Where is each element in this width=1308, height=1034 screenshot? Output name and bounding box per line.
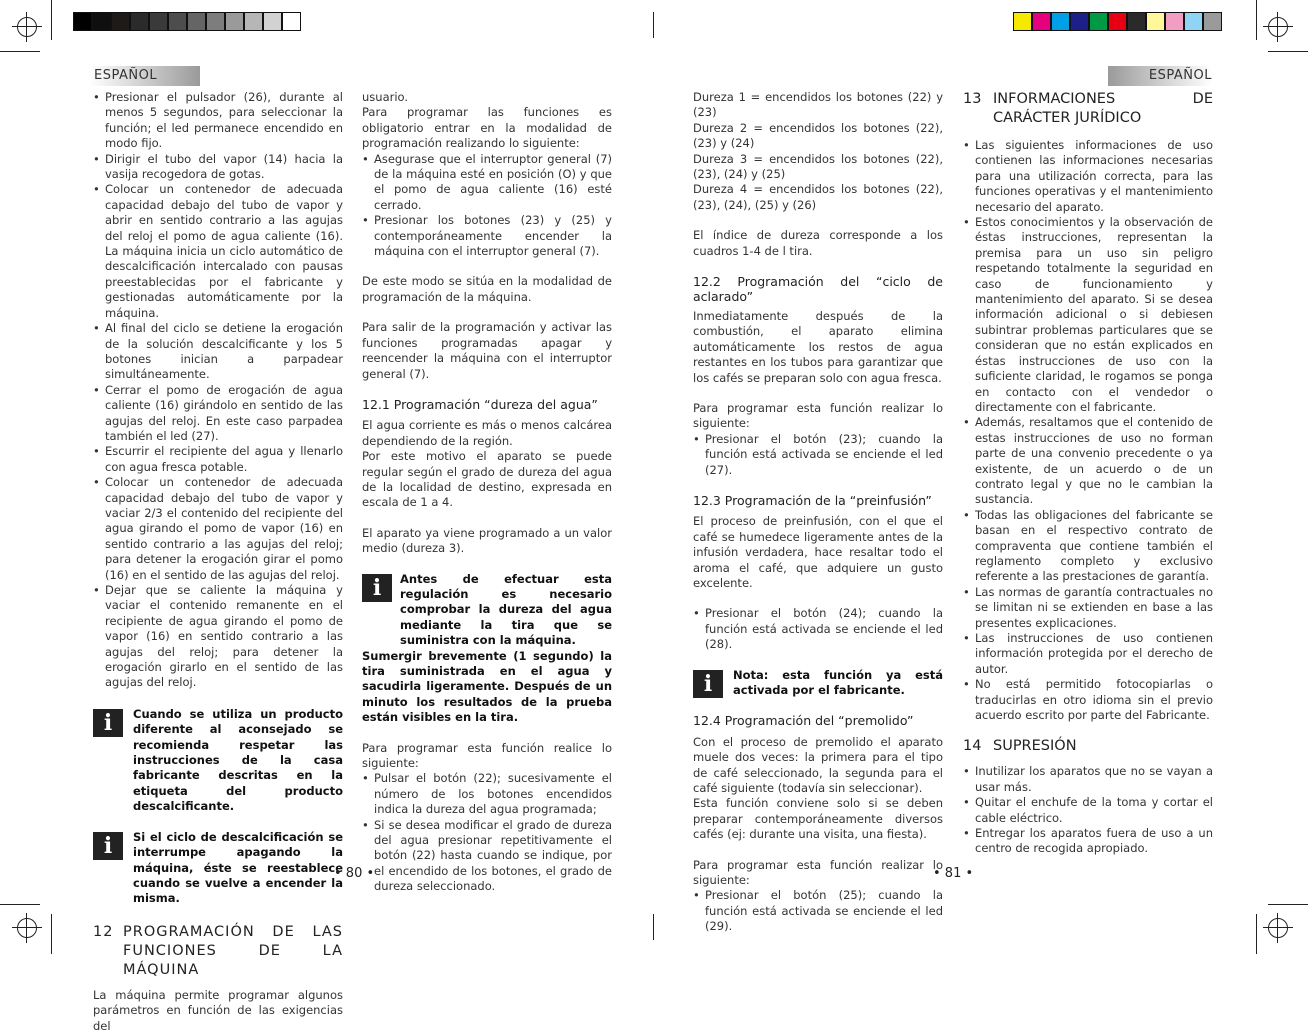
- language-label: ESPAÑOL: [1148, 68, 1212, 83]
- section-heading-13: 13 INFORMACIONES DE CARÁCTER JURÍDICO: [963, 91, 1213, 126]
- subsection-heading-12-4: 12.4 Programación del “premolido”: [693, 713, 914, 729]
- subsection-heading-12-1: 12.1 Programación “dureza del agua”: [362, 396, 598, 412]
- language-label: ESPAÑOL: [94, 68, 158, 83]
- paragraph: Por este motivo el aparato se puede regular según el grado de dureza del agua de la localidad de destino, expresada en escala de 1 a 4.: [362, 449, 612, 510]
- registration-mark-top-right: [1268, 17, 1288, 37]
- note-text: Sumergir brevemente (1 segundo) la tira suministrada en el agua y sacudirla ligeramente. Después de un minuto los resultados de la prueba están visibles en la tira.: [362, 648, 612, 725]
- crop-mark: [1256, 914, 1257, 954]
- subsection-heading-12-2: 12.2 Programación del “ciclo de aclarado”: [693, 274, 943, 305]
- page80-column1: [93, 90, 343, 1034]
- paragraph: Para programar esta función realice lo siguiente:: [362, 740, 612, 771]
- info-note: i Nota: esta función ya está activada por el fabricante.: [693, 668, 943, 699]
- list-item: • Estos conocimientos y la observación de éstas instrucciones, representan la premisa para un uso sin peligro respetando totalmente la seguridad en caso de funcionamiento y mantenimiento del aparato. Si se desea información adicional o si debiesen subintrar problemas particulares que se consideran que no están explicados en éstas instrucciones de uso con la suficiente claridad, le rogamos se ponga en contacto con el vendedor o directamente con el fabricante.: [963, 215, 1213, 415]
- list-item: • Presionar el pulsador (26), durante al menos 5 segundos, para seleccionar la función; el led permanece encendido en modo fijo.: [93, 90, 343, 152]
- list-item: • Las normas de garantía contractuales no se limitan ni se extienden en base a las presentes explicaciones.: [963, 585, 1213, 631]
- registration-mark-bottom-right: [1268, 918, 1288, 938]
- hardness-row: Dureza 4 = encendidos los botones (22), (23), (24), (25) y (26): [693, 182, 943, 212]
- color-swatch: [1089, 12, 1108, 31]
- paragraph: Para programar esta función realizar lo siguiente:: [693, 857, 943, 888]
- color-swatch: [1165, 12, 1184, 31]
- color-swatch: [1013, 12, 1032, 31]
- list-item: • Presionar el botón (25); cuando la función está activada se enciende el led (29).: [693, 888, 943, 934]
- paragraph: La máquina permite programar algunos parámetros en función de las exigencias del: [93, 987, 343, 1033]
- list-item: • Dirigir el tubo del vapor (14) hacia la vasija recogedora de gotas.: [93, 152, 343, 183]
- color-swatch: [73, 12, 92, 31]
- list-item: • Cerrar el pomo de erogación de agua caliente (16) girándolo en sentido de las agujas del reloj. En este caso parpadea también el led (27).: [93, 383, 343, 445]
- list-item: • Presionar el botón (23); cuando la función está activada se enciende el led (27).: [693, 432, 943, 478]
- registration-mark-bottom-left: [17, 918, 37, 938]
- paragraph: Para programar esta función realizar lo siguiente:: [693, 400, 943, 431]
- list-item: • Al final del ciclo se detiene la erogación de la solución descalcificante y los 5 botones inician a parpadear simultáneamente.: [93, 321, 343, 383]
- fold-mark-top: [653, 12, 654, 38]
- hardness-table: [693, 90, 943, 213]
- color-swatch: [244, 12, 263, 31]
- color-swatch: [187, 12, 206, 31]
- color-swatch: [1108, 12, 1127, 31]
- list-item: • Pulsar el botón (22); sucesivamente el número de los botones encendidos indica la dureza del agua programada;: [362, 771, 612, 817]
- list-item: • Colocar un contenedor de adecuada capacidad debajo del tubo de vapor y vaciar 2/3 el contenido del recipiente del agua girando el pomo de vapor (16) en sentido contrario a las agujas del reloj; para detener la erogación girar el pomo (16) en el sentido de las agujas del reloj.: [93, 475, 343, 583]
- hardness-row: Dureza 3 = encendidos los botones (22), (23), (24) y (25): [693, 151, 943, 182]
- color-swatch: [92, 12, 111, 31]
- paragraph: De este modo se sitúa en la modalidad de programación de la máquina.: [362, 274, 612, 304]
- crop-mark: [1268, 904, 1308, 905]
- list-item: • Dejar que se caliente la máquina y vaciar el contenido remanente en el recipiente de agua girando el pomo de vapor (16) en sentido contrario a las agujas del reloj; para detener la erogación girarlo en el sentido de las agujas del reloj.: [93, 583, 343, 691]
- list-item: • No está permitido fotocopiarlas o traducirlas en otro idioma sin el previo acuerdo escrito por parte del Fabricante.: [963, 677, 1213, 723]
- hardness-row: Dureza 2 = encendidos los botones (22), (23) y (24): [693, 120, 943, 151]
- color-swatch: [1146, 12, 1165, 31]
- list-item: • Si se desea modificar el grado de dureza del agua presionar repetitivamente el botón (22) hasta cuando se indique, por el encendido de los botones, el grado de dureza seleccionado.: [362, 818, 612, 895]
- color-swatch: [1032, 12, 1051, 31]
- section-heading-14: 14 SUPRESIÓN: [963, 738, 1077, 755]
- color-swatch: [1127, 12, 1146, 31]
- crop-mark: [51, 914, 52, 954]
- paragraph: El agua corriente es más o menos calcárea dependiendo de la región.: [362, 418, 612, 448]
- color-swatch: [149, 12, 168, 31]
- info-icon: i: [93, 832, 123, 860]
- crop-mark: [1268, 51, 1308, 52]
- language-tab-right: [1108, 66, 1212, 86]
- list-item: • Además, resaltamos que el contenido de estas instrucciones de uso no forman parte de una convenio precedente o ya existente, de un acuerdo o de un contrato legal y que no le cambian la sustancia.: [963, 415, 1213, 507]
- fold-mark-bottom: [653, 914, 654, 940]
- list-item: • Escurrir el recipiente del agua y llenarlo con agua fresca potable.: [93, 444, 343, 475]
- page-number-81: • 81 •: [933, 866, 974, 881]
- paragraph: Para salir de la programación y activar las funciones programadas apagar y reencender la máquina con el interruptor general (7).: [362, 320, 612, 381]
- color-swatch: [130, 12, 149, 31]
- list-item: • Asegurase que el interruptor general (7) de la máquina esté en posición (O) y que el pomo de agua caliente (16) esté cerrado.: [362, 152, 612, 214]
- list-item: • Inutilizar los aparatos que no se vayan a usar más.: [963, 764, 1213, 795]
- color-swatch: [1184, 12, 1203, 31]
- paragraph: Con el proceso de premolido el aparato muele dos veces: la primera para el tipo de café seleccionado, la segunda para el café siguiente (todavía sin seleccionar).: [693, 734, 943, 796]
- crop-mark: [0, 904, 40, 905]
- hardness-steps-list: [362, 771, 612, 894]
- color-swatch: [1051, 12, 1070, 31]
- list-item: • Las instrucciones de uso contienen información protegida por el derecho de autor.: [963, 631, 1213, 677]
- info-note: i Cuando se utiliza un producto diferente al aconsejado se recomienda respetar las instrucciones de la casa fabricante descritas en la etiqueta del producto descalcificante.: [93, 707, 343, 815]
- legal-info-list: [963, 138, 1213, 723]
- gray-scale-strip: [73, 12, 301, 31]
- color-swatch: [1070, 12, 1089, 31]
- pregrind-steps-list: [693, 888, 943, 934]
- descaling-steps-list: [93, 90, 343, 691]
- paragraph: Para programar las funciones es obligatorio entrar en la modalidad de programación realizando lo siguiente:: [362, 105, 612, 151]
- section-heading-12: 12 PROGRAMACIÓN DE LAS FUNCIONES DE LA MÁQUINA: [93, 923, 343, 978]
- paragraph: El índice de dureza corresponde a los cuadros 1-4 de l tira.: [693, 228, 943, 258]
- color-swatch: [282, 12, 301, 31]
- list-item: • Quitar el enchufe de la toma y cortar el cable eléctrico.: [963, 795, 1213, 826]
- list-item: • Todas las obligaciones del fabricante se basan en el respectivo contrato de compraventa que contiene también el reglamento completo y exclusivo referente a las prestaciones de garantía.: [963, 508, 1213, 585]
- page81-column2: [963, 90, 1213, 857]
- disposal-list: [963, 764, 1213, 856]
- info-icon: i: [693, 670, 723, 698]
- rinse-steps-list: [693, 432, 943, 478]
- paragraph: usuario.: [362, 90, 409, 104]
- info-icon: i: [93, 709, 123, 737]
- page81-column1: [693, 90, 943, 935]
- color-swatch: [206, 12, 225, 31]
- page80-column2: [362, 90, 612, 895]
- paragraph: El proceso de preinfusión, con el que el café se humedece ligeramente antes de la infusión verdadera, hace resaltar todo el aroma el café, que adquiere un gusto excelente.: [693, 514, 943, 590]
- list-item: • Presionar los botones (23) y (25) y contemporáneamente encender la máquina con el interruptor general (7).: [362, 213, 612, 259]
- paragraph: El aparato ya viene programado a un valor medio (dureza 3).: [362, 525, 612, 556]
- color-bar-strip: [1013, 12, 1222, 31]
- list-item: • Las siguientes informaciones de uso contienen las informaciones necesarias para una utilización correcta, para las funciones operativas y el mantenimiento necesario del aparato.: [963, 138, 1213, 215]
- color-swatch: [1203, 12, 1222, 31]
- list-item: • Entregar los aparatos fuera de uso a un centro de recogida apropiado.: [963, 826, 1213, 857]
- programming-entry-list: [362, 152, 612, 260]
- color-swatch: [225, 12, 244, 31]
- list-item: • Presionar el botón (24); cuando la función está activada se enciende el led (28).: [693, 606, 943, 652]
- color-swatch: [168, 12, 187, 31]
- paragraph: Inmediatamente después de la combustión, el aparato elimina automáticamente los restos de agua restantes en los tubos para garantizar que los cafés se preparan solo con agua fresca.: [693, 308, 943, 385]
- color-swatch: [111, 12, 130, 31]
- color-swatch: [263, 12, 282, 31]
- registration-mark-top-left: [17, 17, 37, 37]
- hardness-row: Dureza 1 = encendidos los botones (22) y (23): [693, 90, 943, 120]
- crop-mark: [1256, 0, 1257, 40]
- language-tab-left: [90, 66, 200, 86]
- paragraph: Esta función conviene solo si se deben preparar contemporáneamente diversos cafés (ej: durante una visita, una fiesta).: [693, 796, 943, 842]
- crop-mark: [0, 51, 40, 52]
- subsection-heading-12-3: 12.3 Programación de la “preinfusión”: [693, 492, 932, 508]
- info-icon: i: [362, 574, 392, 602]
- info-note: [362, 572, 612, 726]
- list-item: • Colocar un contenedor de adecuada capacidad debajo del tubo de vapor y abrir en sentido contrario a las agujas del reloj el pomo de agua caliente (16). La máquina inicia un ciclo automático de descalcificación intercalado con pausas preestablecidas por el fabricante y gestionadas automáticamente por la máquina.: [93, 182, 343, 321]
- preinfusion-steps-list: [693, 606, 943, 652]
- note-text: Antes de efectuar esta regulación es necesario comprobar la dureza del agua mediante la tira que se suministra con la máquina.: [400, 571, 612, 648]
- info-note: i Si el ciclo de descalcificación se interrumpe apagando la máquina, éste se reestablece cuando se vuelve a encender la misma.: [93, 830, 343, 907]
- crop-mark: [51, 0, 52, 40]
- page-number-80: • 80 •: [334, 866, 375, 881]
